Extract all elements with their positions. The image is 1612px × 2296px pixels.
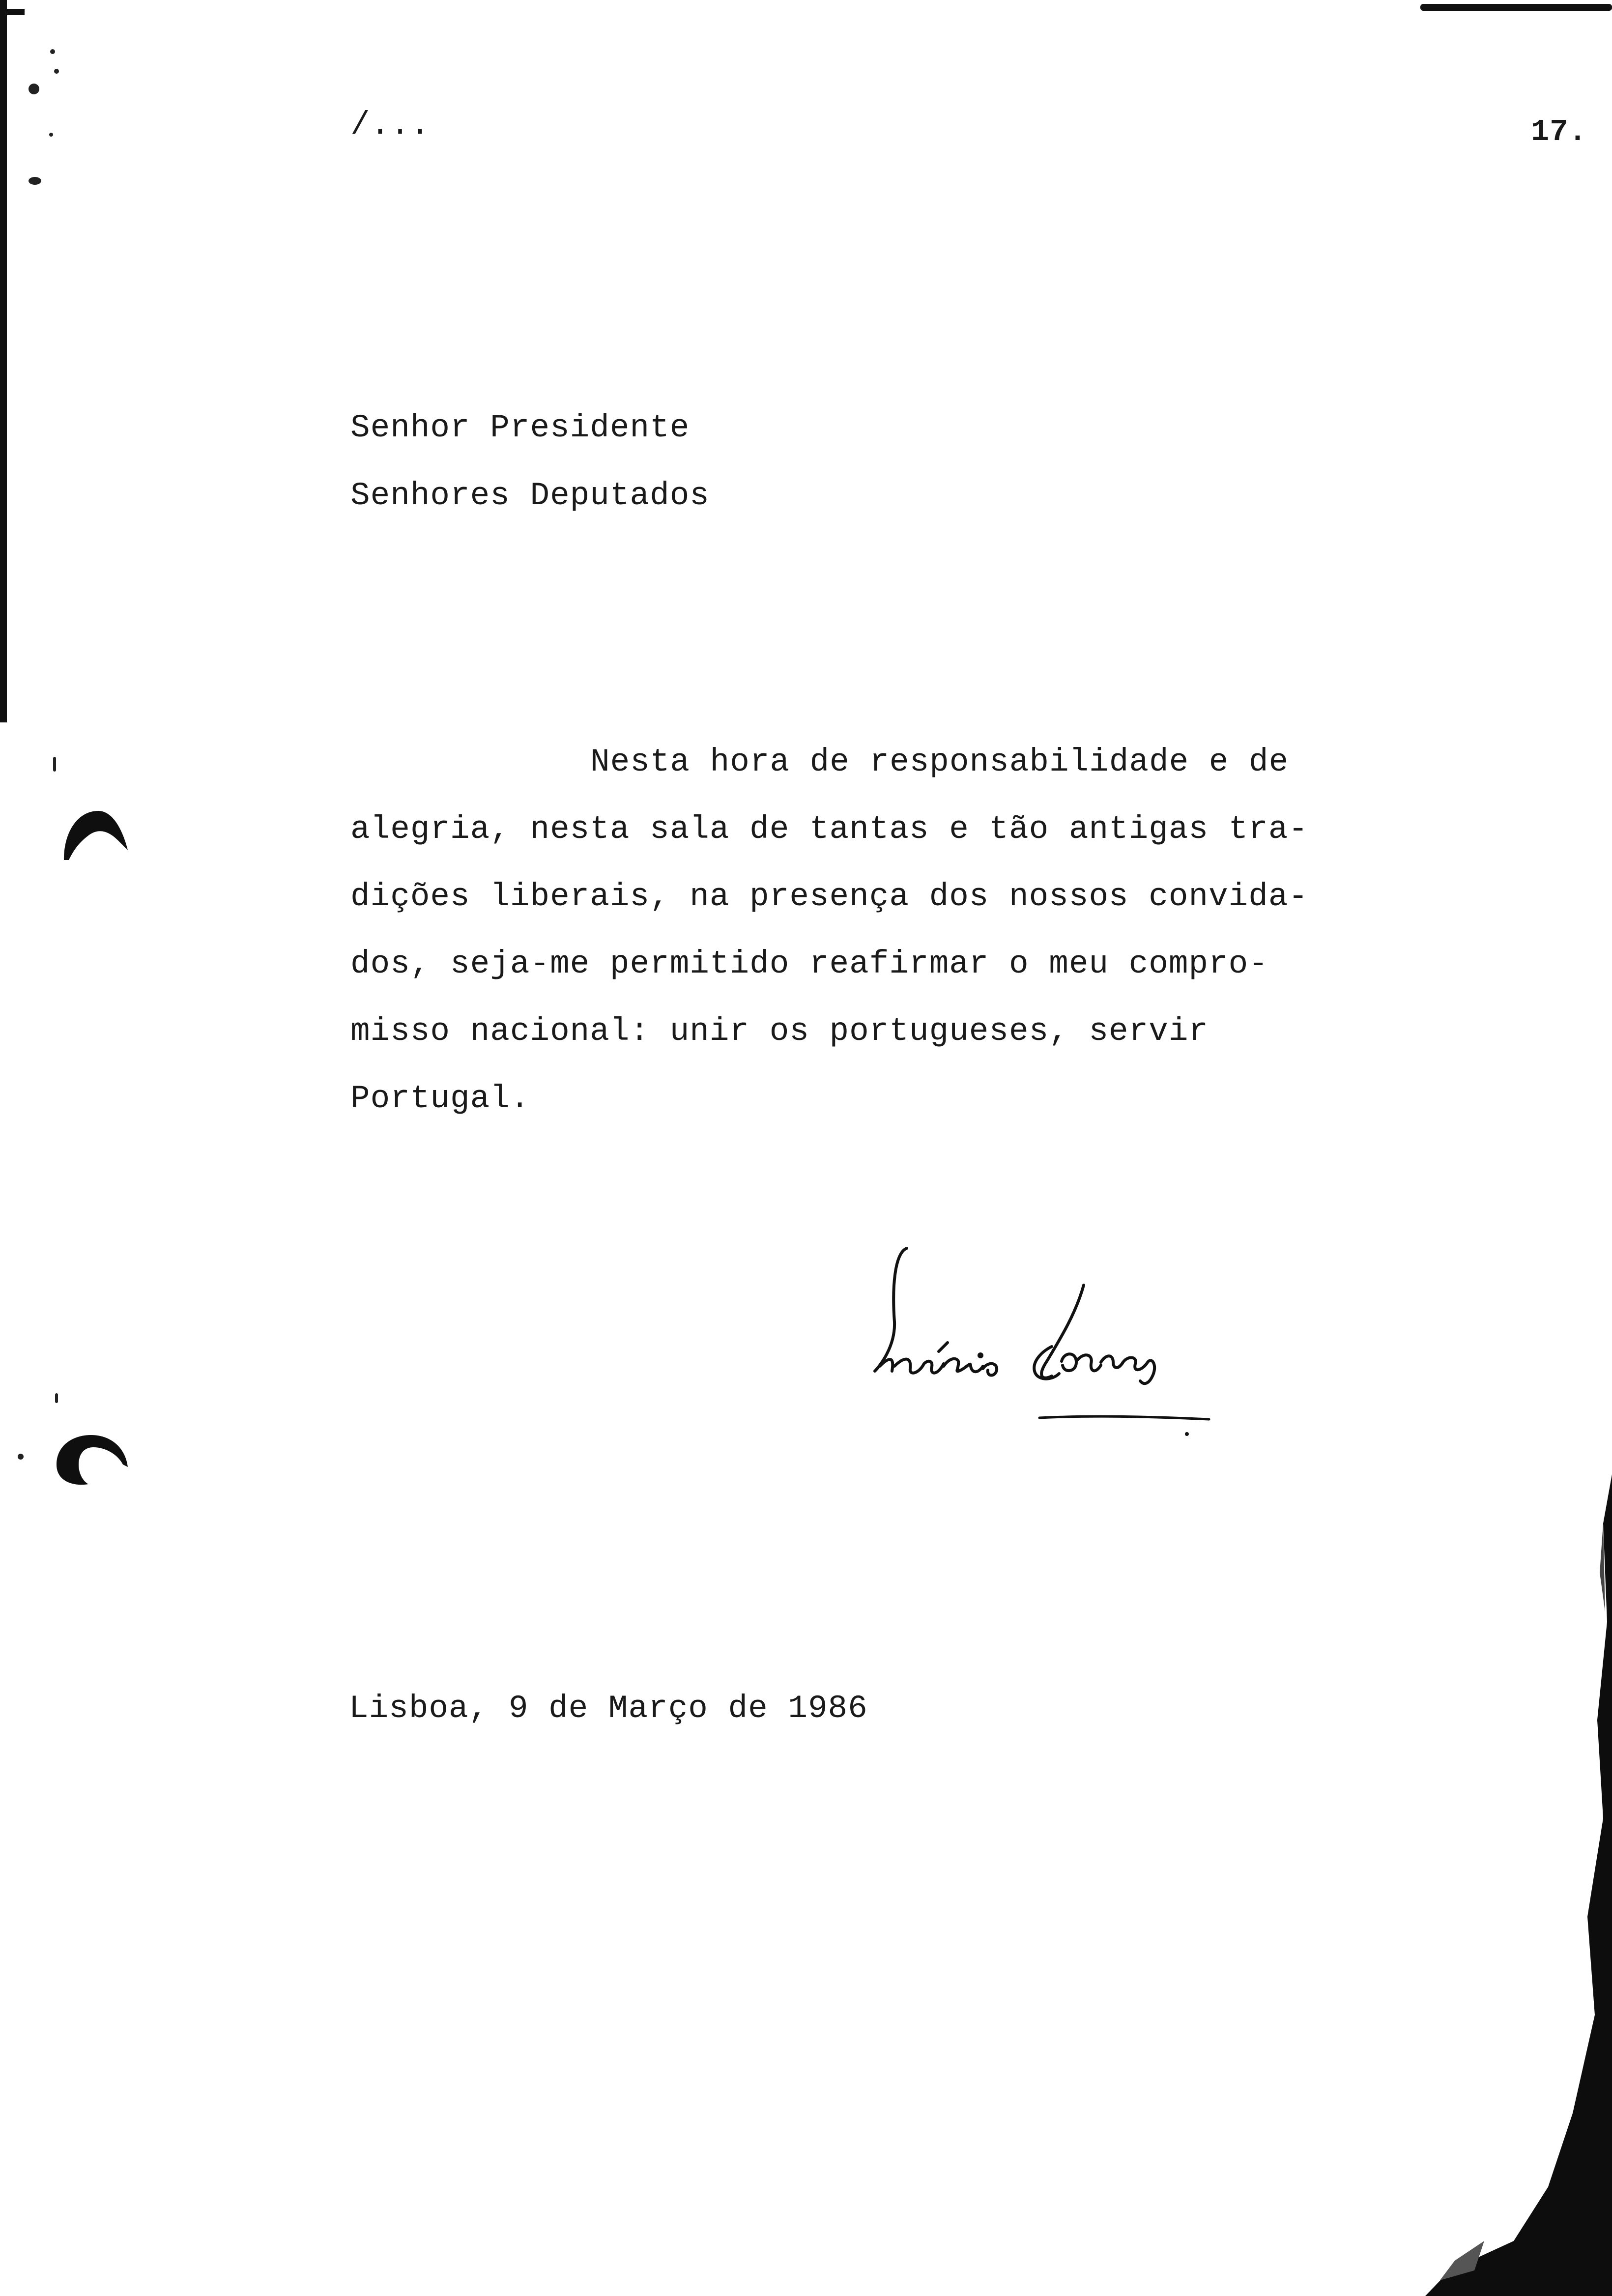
dateline: Lisboa, 9 de Março de 1986 bbox=[349, 1690, 868, 1727]
page-number: 17. bbox=[1531, 115, 1587, 149]
body-line: dições liberais, na presença dos nossos convida- bbox=[350, 878, 1309, 915]
handwritten-signature bbox=[865, 1234, 1219, 1440]
body-line: misso nacional: unir os portugueses, servir bbox=[350, 1013, 1209, 1050]
body-line: Nesta hora de responsabilidade e de bbox=[590, 744, 1289, 780]
body-line: dos, seja-me permitido reafirmar o meu compro- bbox=[350, 946, 1268, 982]
body-paragraph bbox=[350, 746, 1333, 1150]
continuation-mark: /... bbox=[350, 107, 431, 144]
salutation-line: Senhores Deputados bbox=[350, 477, 710, 514]
body-line: Portugal. bbox=[350, 1080, 530, 1117]
body-line: alegria, nesta sala de tantas e tão antigas tra- bbox=[350, 811, 1309, 848]
salutation-line: Senhor Presidente bbox=[350, 409, 690, 446]
salutation bbox=[350, 409, 710, 547]
